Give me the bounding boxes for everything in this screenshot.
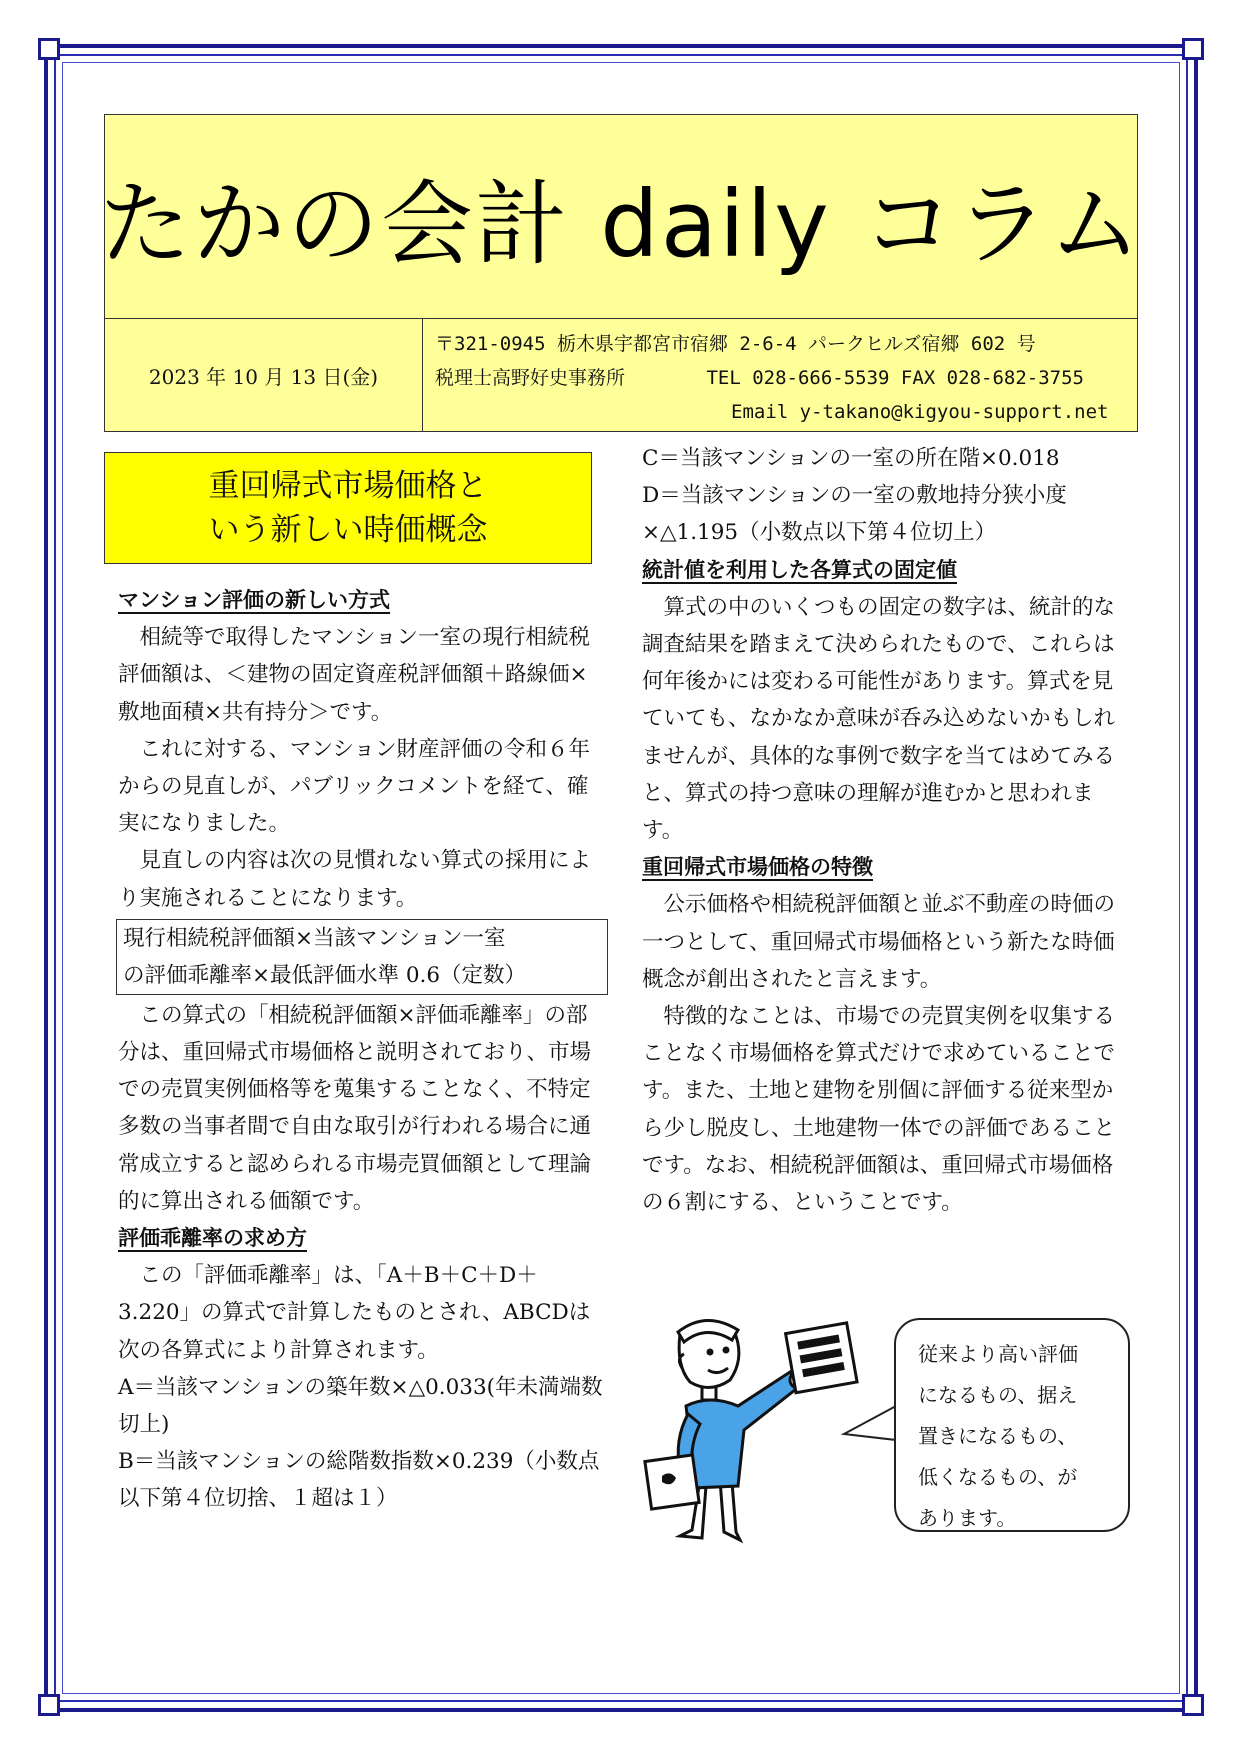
bubble-line: になるもの、据え <box>918 1383 1078 1407</box>
formula-box <box>116 919 608 995</box>
office-line <box>435 361 1137 395</box>
section-heading: 評価乖離率の求め方 <box>118 1226 307 1251</box>
formula-b: B＝当該マンションの総階数指数×0.239（小数点以下第４位切捨、１超は１） <box>118 1449 600 1512</box>
issue-date: 2023 年 10 月 13 日(金) <box>105 319 423 431</box>
section-heading: 統計値を利用した各算式の固定値 <box>642 557 957 582</box>
formula-a: A＝当該マンションの築年数×△0.033(年未満端数切上) <box>118 1374 603 1438</box>
paragraph: 公示価格や相続税評価額と並ぶ不動産の時価の一つとして、重回帰式市場価格という新たな時価概念が創出されたと言えます。 <box>642 892 1116 992</box>
paragraph: 相続等で取得したマンション一室の現行相続税評価額は、＜建物の固定資産税評価額＋路線価×敷地面積×共有持分＞です。 <box>118 625 591 725</box>
border-corner-br <box>1182 1694 1204 1716</box>
contact-info <box>423 319 1137 431</box>
header-box <box>99 114 1143 432</box>
paragraph: 特徴的なことは、市場での売買実例を収集することなく市場価格を算式だけで求めていることです。また、土地と建物を別個に評価する従来型から少し脱皮し、土地建物一体での評価であることです。なお、相続税評価額は、重回帰式市場価格の６割にする、ということです。 <box>642 1004 1116 1216</box>
border-corner-tr <box>1182 38 1204 60</box>
address: 〒321-0945 栃木県宇都宮市宿郷 2-6-4 パークヒルズ宿郷 602 号 <box>435 333 1036 355</box>
title-area <box>99 115 1143 319</box>
paragraph: この「評価乖離率」は、「A＋B＋C＋D＋3.220」の算式で計算したものとされ、ABCDは次の各算式により計算されます。 <box>118 1263 591 1363</box>
speech-bubble-tail <box>840 1400 900 1450</box>
speech-bubble <box>894 1318 1130 1532</box>
paragraph: これに対する、マンション財産評価の令和６年からの見直しが、パブリックコメントを経て、確実になりました。 <box>118 736 591 837</box>
paragraph: この算式の「相続税評価額×評価乖離率」の部分は、重回帰式市場価格と説明されており、市場での売買実例価格等を蒐集することなく、不特定多数の当事者間で自由な取引が行われる場合に通常成立すると認められる市場売買価額として理論的に算出される価額です。 <box>118 1002 592 1214</box>
office-name: 税理士高野好史事務所 <box>435 367 626 389</box>
bubble-line: あります。 <box>918 1506 1017 1530</box>
border-corner-tl <box>38 38 60 60</box>
bubble-line: 低くなるもの、が <box>918 1465 1078 1489</box>
article-title-line2: いう新しい時価概念 <box>208 512 488 548</box>
article-title-line1: 重回帰式市場価格と <box>208 468 488 504</box>
paragraph: 見直しの内容は次の見慣れない算式の採用により実施されることになります。 <box>118 848 592 911</box>
bubble-line: 置きになるもの、 <box>918 1424 1078 1448</box>
formula-d: D＝当該マンションの一室の敷地持分狭小度×△1.195（小数点以下第４位切上） <box>642 483 1067 546</box>
section-heading: マンション評価の新しい方式 <box>118 588 391 612</box>
paragraph: 算式の中のいくつもの固定の数字は、統計的な調査結果を踏まえて決められたもので、これらは何年後かには変わる可能性があります。算式を見ていても、なかなか意味が呑み込めないかもしれませんが、具体的な事例で数字を当てはめてみると、算式の持つ意味の理解が進むかと思われます。 <box>642 594 1116 844</box>
email[interactable]: Email y-takano@kigyou-support.net <box>731 401 1109 423</box>
newsletter-title: たかの会計 daily コラム <box>99 170 1143 278</box>
left-column <box>118 582 604 1518</box>
article-title <box>104 452 592 564</box>
formula-c: C＝当該マンションの一室の所在階×0.018 <box>642 446 1060 471</box>
tel-fax: TEL 028-666-5539 FAX 028-682-3755 <box>706 367 1084 389</box>
bubble-line: 従来より高い評価 <box>918 1342 1078 1366</box>
document-chart-icon <box>786 1323 857 1393</box>
right-column <box>642 440 1130 1221</box>
section-heading: 重回帰式市場価格の特徴 <box>642 855 873 880</box>
formula-line: の評価乖離率×最低評価水準 0.6（定数） <box>123 962 527 988</box>
formula-line: 現行相続税評価額×当該マンション一室 <box>123 925 506 951</box>
border-corner-bl <box>38 1694 60 1716</box>
